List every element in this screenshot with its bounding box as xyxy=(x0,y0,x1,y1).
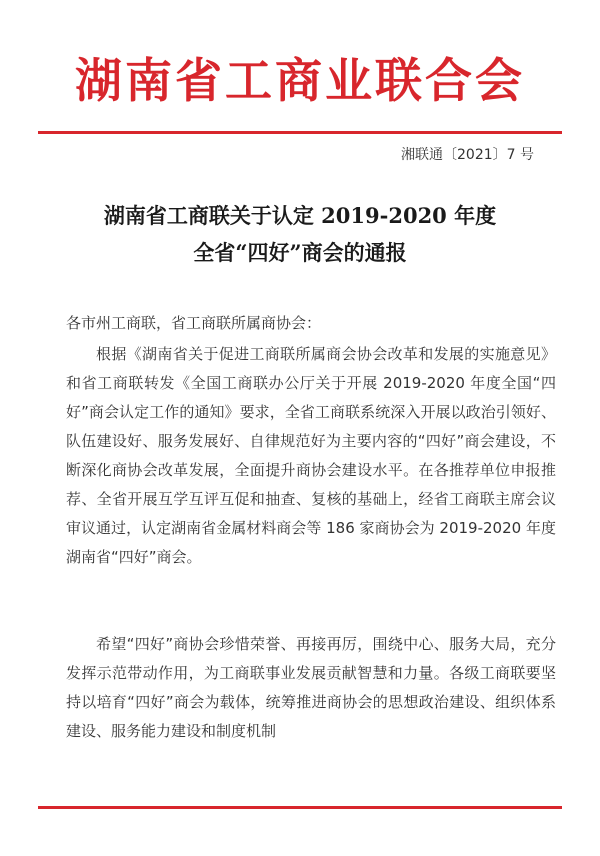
salutation: 各市州工商联，省工商联所属商协会： xyxy=(66,314,322,332)
document-number: 湘联通〔2021〕7 号 xyxy=(401,147,534,163)
organization-header: 湖南省工商业联合会 xyxy=(75,54,525,109)
header-divider xyxy=(38,131,562,134)
body-paragraph-1: 根据《湖南省关于促进工商联所属商会协会改革和发展的实施意见》和省工商联转发《全国工商联办公厅关于开展 2019-2020 年度全国“四好”商会认定工作的通知》要求，全省工商联系统深入开展以政治引领好、队伍建设好、服务发展好、自律规范好为主要内容的“四好”商会建设，不断深化商协会改革发展，全面提升商协会建设水平。在各推荐单位申报推荐、全省开展互学互评互促和抽查、复核的基础上，经省工商联主席会议审议通过，认定湖南省金属材料商会等 186 家商协会为 2019-2020 年度湖南省“四好”商会。 xyxy=(66,345,556,566)
footer-divider xyxy=(38,806,562,809)
document-title-line-1: 湖南省工商联关于认定 2019-2020 年度 xyxy=(103,203,497,228)
document-title-line-2: 全省“四好”商会的通报 xyxy=(193,240,407,265)
body-paragraph-2: 希望“四好”商协会珍惜荣誉、再接再厉，围绕中心、服务大局，充分发挥示范带动作用，为工商联事业发展贡献智慧和力量。各级工商联要坚持以培育“四好”商会为载体，统筹推进商协会的思想政治建设、组织体系建设、服务能力建设和制度机制 xyxy=(66,635,556,740)
